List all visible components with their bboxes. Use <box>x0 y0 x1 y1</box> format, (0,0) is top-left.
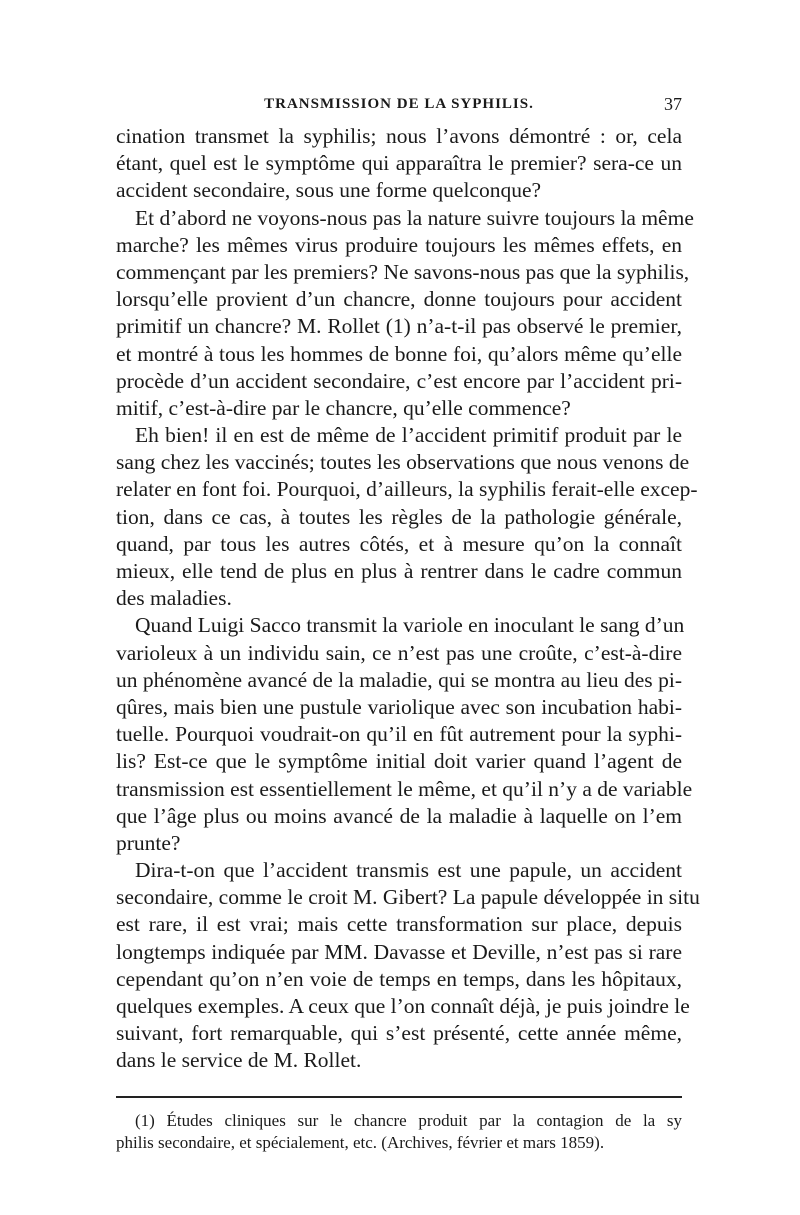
text-line: prunte? <box>116 830 181 855</box>
footnote-line: philis secondaire, et spécialement, etc. (Archives, février et mars 1859). <box>116 1133 605 1152</box>
text-line: Eh bien! il en est de même de l’accident primitif produit par le <box>135 423 682 448</box>
text-line: lis? Est-ce que le symptôme initial doit varier quand l’agent de <box>116 749 682 774</box>
text-line: mieux, elle tend de plus en plus à rentrer dans le cadre commun <box>116 559 682 583</box>
text-line: Et d’abord ne voyons-nous pas la nature suivre toujours la même <box>135 205 694 230</box>
body-text <box>116 123 700 1075</box>
text-line: tuelle. Pourquoi voudrait-on qu’il en fût autrement pour la syphi- <box>116 722 682 747</box>
text-line: quand, par tous les autres côtés, et à mesure qu’on la connaît <box>116 531 682 556</box>
page-number: 37 <box>664 94 682 114</box>
running-head <box>116 96 682 120</box>
text-line: quelques exemples. A ceux que l’on connaît déjà, je puis joindre le <box>116 994 690 1018</box>
text-line: tion, dans ce cas, à toutes les règles de la pathologie générale, <box>116 504 682 529</box>
text-line: et montré à tous les hommes de bonne foi, qu’alors même qu’elle <box>116 341 682 366</box>
text-line: longtemps indiquée par MM. Davasse et Deville, n’est pas si rare <box>116 939 682 964</box>
text-line: accident secondaire, sous une forme quelconque? <box>116 178 542 203</box>
text-line: secondaire, comme le croit M. Gibert? La papule développée in situ <box>116 885 700 910</box>
text-line: un phénomène avancé de la maladie, qui se montra au lieu des pi- <box>116 667 682 692</box>
text-line: Dira-t-on que l’accident transmis est une papule, un accident <box>135 858 682 883</box>
text-line: relater en font foi. Pourquoi, d’ailleurs, la syphilis ferait-elle excep- <box>116 477 698 502</box>
footnotes <box>116 1110 682 1154</box>
footnote-line: (1) Études cliniques sur le chancre produit par la contagion de la sy <box>135 1111 682 1130</box>
text-line: suivant, fort remarquable, qui s’est présenté, cette année même, <box>116 1021 682 1046</box>
running-title: TRANSMISSION DE LA SYPHILIS. <box>264 96 534 112</box>
text-line: cependant qu’on n’en voie de temps en temps, dans les hôpitaux, <box>116 966 682 991</box>
text-line: procède d’un accident secondaire, c’est encore par l’accident pri- <box>116 368 682 393</box>
text-line: varioleux à un individu sain, ce n’est pas une croûte, c’est-à-dire <box>116 640 682 665</box>
text-line: marche? les mêmes virus produire toujours les mêmes effets, en <box>116 232 682 257</box>
text-line: transmission est essentiellement le même, et qu’il n’y a de variable <box>116 776 693 801</box>
text-line: étant, quel est le symptôme qui apparaîtra le premier? sera-ce un <box>116 151 682 176</box>
text-line: mitif, c’est-à-dire par le chancre, qu’elle commence? <box>116 395 571 420</box>
text-line: cination transmet la syphilis; nous l’avons démontré : or, cela <box>116 124 682 148</box>
text-line: est rare, il est vrai; mais cette transformation sur place, depuis <box>116 912 682 937</box>
text-line: Quand Luigi Sacco transmit la variole en inoculant le sang d’un <box>135 613 685 638</box>
text-line: des maladies. <box>116 586 232 611</box>
text-line: lorsqu’elle provient d’un chancre, donne toujours pour accident <box>116 287 682 312</box>
text-line: commençant par les premiers? Ne savons-nous pas que la syphilis, <box>116 259 690 284</box>
footnote-rule <box>116 1096 682 1098</box>
text-line: primitif un chancre? M. Rollet (1) n’a-t-il pas observé le premier, <box>116 314 682 339</box>
text-line: qûres, mais bien une pustule variolique avec son incubation habi- <box>116 694 682 719</box>
text-line: que l’âge plus ou moins avancé de la maladie à laquelle on l’em <box>116 803 682 828</box>
text-line: dans le service de M. Rollet. <box>116 1048 362 1073</box>
text-line: sang chez les vaccinés; toutes les observations que nous venons de <box>116 450 690 475</box>
